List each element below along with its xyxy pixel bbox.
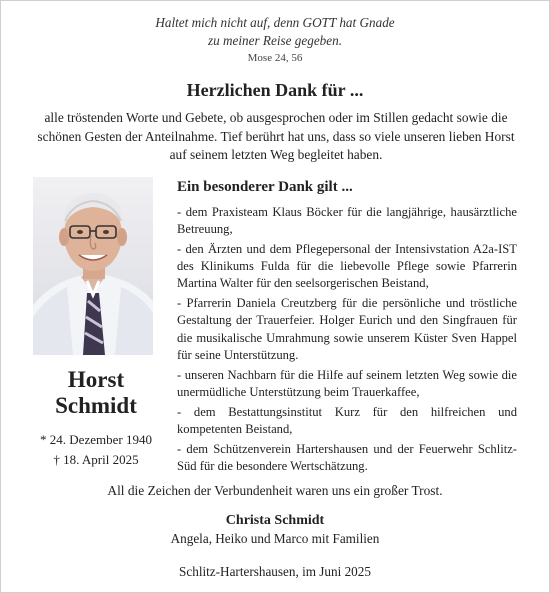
portrait-illustration: [33, 177, 153, 355]
family-line: Angela, Heiko und Marco mit Familien: [170, 531, 380, 546]
deceased-first-name: Horst: [67, 367, 125, 392]
closing-line: All die Zeichen der Verbundenheit waren uns ein großer Trost.: [107, 483, 443, 498]
deceased-name: [21, 367, 171, 419]
verse-reference: Mose 24, 56: [247, 52, 303, 64]
special-thanks-list: [177, 204, 517, 478]
verse-line-2: zu meiner Reise gegeben.: [207, 33, 343, 48]
list-item: - dem Praxisteam Klaus Böcker für die langjährige, hausärztliche Betreuung,: [177, 205, 517, 237]
list-item: - unseren Nachbarn für die Hilfe auf seinem letzten Weg sowie die unermüdliche Unterstützung beim Trauerkaffee,: [177, 367, 517, 399]
list-item: - dem Schützenverein Hartershausen und der Feuerwehr Schlitz-Süd für die besondere Wertschätzung.: [177, 441, 517, 473]
intro-text: alle tröstenden Worte und Gebete, ob ausgesprochen oder im Stillen gedacht sowie die schönen Gesten der Anteilnahme. Tief berührt hat uns, dass so viele unseren lieben Horst auf seinem letzten Weg begleitet haben.: [37, 110, 515, 162]
list-item: - dem Bestattungsinstitut Kurz für den hilfreichen und kompetenten Beistand,: [177, 404, 517, 436]
deceased-last-name: Schmidt: [55, 393, 137, 418]
page-title: Herzlichen Dank für ...: [186, 80, 364, 100]
birth-date: * 24. Dezember 1940: [40, 432, 152, 447]
verse-line-1: Haltet mich nicht auf, denn GOTT hat Gnade: [155, 15, 395, 30]
special-thanks-title: Ein besonderer Dank gilt ...: [177, 179, 353, 195]
list-item: - den Ärzten und dem Pflegepersonal der Intensivstation A2a-IST des Klinikums Fulda für die liebevolle Pflege sowie Pfarrerin Martina Walter für den seelsorgerischen Beistand,: [177, 242, 517, 291]
portrait-photo: [33, 177, 153, 355]
bible-verse: [1, 14, 549, 50]
place-date: Schlitz-Hartershausen, im Juni 2025: [179, 564, 371, 579]
signer-name: Christa Schmidt: [225, 513, 325, 528]
death-date: † 18. April 2025: [53, 452, 139, 467]
life-dates: [21, 430, 171, 470]
list-item: - Pfarrerin Daniela Creutzberg für die persönliche und tröstliche Gestaltung der Trauerfeier. Holger Eurich und den Singfrauen für die musikalische Umrahmung sowie unserem Küster Sven Happel für seine Unterstützung.: [177, 296, 517, 362]
